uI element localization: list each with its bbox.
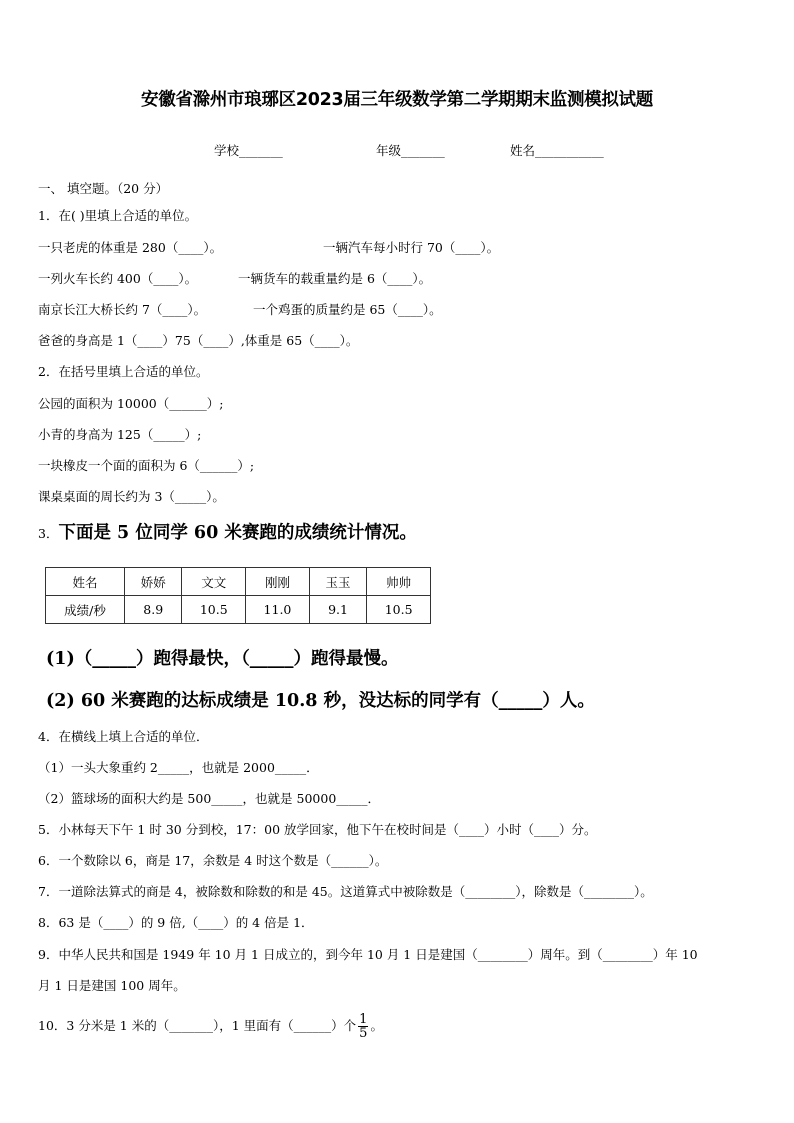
table-cell: 姓名 — [46, 568, 125, 596]
scores-table — [45, 567, 431, 624]
q2-prompt: 2．在括号里填上合适的单位。 — [38, 364, 209, 379]
q10 — [38, 1013, 383, 1040]
section-heading: 一、 填空题。（20 分） — [38, 181, 169, 196]
fraction — [358, 1013, 368, 1040]
q7: 7．一道除法算式的商是 4，被除数和除数的和是 45。这道算式中被除数是（________），除数是（________）。 — [38, 884, 653, 899]
q2-line-1: 公园的面积为 10000（______）; — [38, 396, 224, 411]
q1-line-1a: 一只老虎的体重是 280（____）。 — [38, 240, 223, 255]
table-cell: 8.9 — [125, 596, 182, 624]
fraction-numerator: 1 — [359, 1012, 368, 1027]
q9-line-2: 月 1 日是建国 100 周年。 — [38, 978, 186, 993]
table-cell: 帅帅 — [367, 568, 431, 596]
q3-sub-1: (1)（_____）跑得最快，（_____）跑得最慢。 — [46, 649, 399, 669]
table-cell: 玉玉 — [309, 568, 366, 596]
name-field: 姓名___________ — [510, 143, 604, 158]
q1-line-4: 爸爸的身高是 1（____）75（____）,体重是 65（____）。 — [38, 333, 359, 348]
q3-prompt — [38, 522, 417, 545]
table-cell: 成绩/秒 — [46, 596, 125, 624]
q1-prompt: 1．在( )里填上合适的单位。 — [38, 208, 198, 223]
q3-sub-2: (2) 60 米赛跑的达标成绩是 10.8 秒，没达标的同学有（_____）人。 — [46, 691, 595, 711]
q6: 6．一个数除以 6，商是 17，余数是 4 时这个数是（______）。 — [38, 853, 388, 868]
q10-end: 。 — [370, 1018, 383, 1033]
table-cell: 11.0 — [246, 596, 310, 624]
q3-number: 3． — [38, 526, 59, 541]
fraction-denominator: 5 — [359, 1026, 368, 1041]
table-row — [46, 568, 431, 596]
q3-text: 下面是 5 位同学 60 米赛跑的成绩统计情况。 — [58, 523, 417, 543]
q2-line-3: 一块橡皮一个面的面积为 6（______）; — [38, 458, 255, 473]
q1-line-3a: 南京长江大桥长约 7（____）。 — [38, 302, 207, 317]
q8: 8．63 是（____）的 9 倍,（____）的 4 倍是 1． — [38, 915, 314, 930]
q1-line-1b: 一辆汽车每小时行 70（____）。 — [323, 240, 500, 255]
q9-line-1: 9．中华人民共和国是 1949 年 10 月 1 日成立的，到今年 10 月 1 日是建国（________）周年。到（________）年 10 — [38, 947, 698, 962]
q2-line-2: 小青的身高为 125（_____）; — [38, 427, 202, 442]
q2-line-4: 课桌桌面的周长约为 3（_____）。 — [38, 489, 225, 504]
q1-line-2a: 一列火车长约 400（____）。 — [38, 271, 198, 286]
table-row — [46, 596, 431, 624]
page-title: 安徽省滁州市琅琊区2023届三年级数学第二学期期末监测模拟试题 — [141, 90, 653, 110]
q1-line-2b: 一辆货车的载重量约是 6（____）。 — [238, 271, 432, 286]
school-field: 学校_______ — [214, 143, 283, 158]
q5: 5．小林每天下午 1 时 30 分到校，17：00 放学回家，他下午在校时间是（____）小时（____）分。 — [38, 822, 597, 837]
table-cell: 10.5 — [182, 596, 246, 624]
table-cell: 刚刚 — [246, 568, 310, 596]
grade-field: 年级_______ — [376, 143, 445, 158]
table-cell: 9.1 — [309, 596, 366, 624]
q1-line-3b: 一个鸡蛋的质量约是 65（____）。 — [253, 302, 442, 317]
table-cell: 娇娇 — [125, 568, 182, 596]
q4-prompt: 4．在横线上填上合适的单位． — [38, 729, 209, 744]
q10-text: 10．3 分米是 1 米的（_______），1 里面有（______）个 — [38, 1018, 357, 1033]
table-cell: 文文 — [182, 568, 246, 596]
q4-line-1: （1）一头大象重约 2_____，也就是 2000_____． — [38, 760, 319, 775]
q4-line-2: （2）篮球场的面积大约是 500_____，也就是 50000_____． — [38, 791, 381, 806]
table-cell: 10.5 — [367, 596, 431, 624]
